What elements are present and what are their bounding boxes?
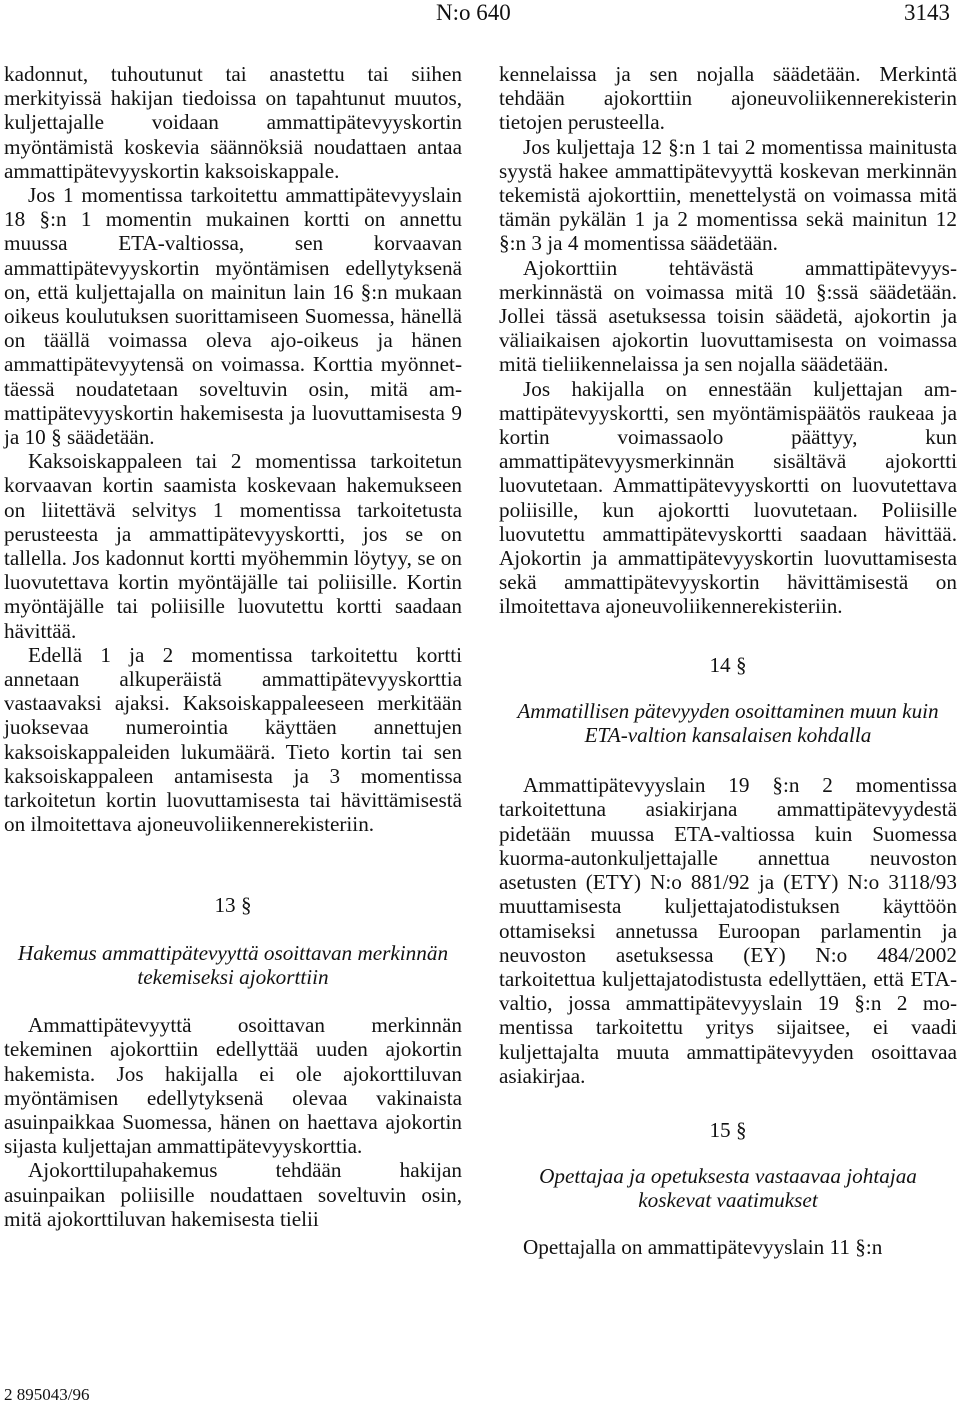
right-column bbox=[499, 62, 957, 1259]
section-title-15: Opettajaa ja opetuksesta vastaavaa johtajaa koskevat vaatimukset bbox=[539, 1164, 917, 1213]
section-number-14: 14 § bbox=[709, 652, 747, 677]
paragraph: Jos kuljettaja 12 §:n 1 tai 2 momentissa mainitusta syystä hakee ammattipätevyyttä koskevan merkinnän tekemistä ajokorttiin, menettelystä on voimassa mitä tämän pykälän 1 ja 2 momentissa sekä mainitun 12 §:n 3 ja 4 momentissa säädetään. bbox=[499, 134, 957, 256]
print-reference: 2 895043/96 bbox=[4, 1385, 90, 1404]
section-title-13: Hakemus ammattipätevyyttä osoittavan merkinnän tekemiseksi ajokorttiin bbox=[17, 940, 449, 989]
section-number-13: 13 § bbox=[214, 892, 252, 917]
paragraph: Ajokorttiin tehtävästä ammattipätevyysmerkinnästä on voimassa mitä 10 §:ssä säädetään. Jollei tässä asetuksessa toisin säädetä, ajokortin ja väliaikaisen ajokortin luovuttamisesta on voimassa mitä tieliikennelaissa ja sen nojalla säädetään. bbox=[499, 255, 957, 377]
left-column bbox=[4, 62, 462, 1231]
paragraph: Jos 1 momentissa tarkoitettu ammattipätevyyslain 18 §:n 1 momentin mukainen kortti on annettu muussa ETA-valtiossa, sen korvaavan ammattipätevyyskortin myöntämisen edellytyksenä on, että kuljettajalla on mainitun lain 16 §:n mukaan oikeus koulutuksen suorittamiseen Suomessa, hänellä on täällä voimassa oleva ajo-oikeus ja hänen ammattipätevyytensä on voimassa. Korttia myönnettäessä noudatetaan soveltuvin osin, mitä ammattipätevyyskortin hakemisesta ja luovuttamisesta 9 ja 10 § säädetään. bbox=[4, 183, 462, 450]
paragraph: Jos hakijalla on ennestään kuljettajan ammattipätevyyskortti, sen myöntämispäätös raukeaa ja kortin voimassaolo päättyy, kun ammattipätevyysmerkinnän sisältävä ajokortti luovutetaan. Ammattipätevyyskortti on luovutettava poliisille, kun ajokortti luovutetaan. Poliisille luovutettu ammattipätevyskortti saadaan hävittää. Ajokortin ja ammattipätevyyskortin luovuttamisesta sekä ammattipätevyyskortin hävittämisestä on ilmoitettava ajoneuvoliikennerekisteriin. bbox=[499, 376, 957, 619]
paragraph: Opettajalla on ammattipätevyyslain 11 §:n bbox=[523, 1234, 883, 1259]
paragraph: kadonnut, tuhoutunut tai anastettu tai siihen merkityissä hakijan tiedoissa on tapahtunut muutos, kuljettajalle voidaan ammattipätevyyskortin myöntämistä koskevia säännöksiä noudattaen antaa ammattipätevyyskortin kaksoiskappale. bbox=[4, 62, 462, 183]
paragraph: Ammattipätevyyslain 19 §:n 2 momentissa tarkoitettuna asiakirjana ammattipätevyydestä pidetään muussa ETA-valtiossa kuin Suomessa kuorma-autonkuljettajalle annettua neuvoston asetusten (ETY) N:o 881/92 ja (ETY) N:o 3118/93 muuttamisesta kuljettajatodistuksen käyttöön ottamiseksi annetussa Euroopan parlamentin ja neuvoston asetuksessa (EY) N:o 484/2002 tarkoitettua kuljettajatodistusta edellyttäen, että ETA-valtio, jossa ammattipätevyyslain 19 §:n 2 momentissa tarkoitettu yritys sijaitsee, ei vaadi kuljettajalta muuta ammattipätevyyden osoittavaa asiakirjaa. bbox=[499, 773, 957, 1088]
paragraph: kennelaissa ja sen nojalla säädetään. Merkintä tehdään ajokorttiin ajoneuvoliikennerekisterin tietojen perusteella. bbox=[499, 62, 957, 135]
paragraph: Edellä 1 ja 2 momentissa tarkoitettu kortti annetaan alkuperäistä ammattipätevyyskorttia vastaavaksi ajaksi. Kaksoiskappaleeseen merkitään juoksevaa numerointia käyttäen annettujen kaksoiskappaleiden lukumäärä. Tieto kortin tai sen kaksoiskappaleen antamisesta ja 3 momentissa tarkoitetun kortin luovuttamisesta tai hävittämisestä on ilmoitettava ajoneuvoliikennerekisteriin. bbox=[4, 642, 462, 837]
issue-number: N:o 640 bbox=[436, 0, 511, 25]
paragraph: Ammattipätevyyttä osoittavan merkinnän tekeminen ajokorttiin edellyttää uuden ajokortin hakemista. Jos hakijalla ei ole ajokorttiluvan myöntämisen edellytyksenä olevaa vakinaista asuinpaikkaa Suomessa, hänen on haettava ajokortin sijasta kuljettajan ammattipätevyyskorttia. bbox=[4, 1013, 462, 1159]
section-number-15: 15 § bbox=[709, 1117, 747, 1142]
section-title-14: Ammatillisen pätevyyden osoittaminen muun kuin ETA-valtion kansalaisen kohdalla bbox=[517, 698, 939, 748]
paragraph: Kaksoiskappaleen tai 2 momentissa tarkoitetun korvaavan kortin saamista koskevaan hakemukseen on liitettävä selvitys 1 momentissa tarkoitetusta perusteesta ja ammattipätevyyskortti, jos se on tallella. Jos kadonnut kortti myöhemmin löytyy, se on luovutettava kortin myöntäjälle tai poliisille. Kortin myöntäjälle tai poliisille luovutettu kortti saadaan hävittää. bbox=[4, 449, 462, 643]
page-number: 3143 bbox=[904, 0, 950, 25]
paragraph: Ajokorttilupahakemus tehdään hakijan asuinpaikan poliisille noudattaen soveltuvin osin, mitä ajokorttiluvan hakemisesta tielii bbox=[4, 1158, 462, 1231]
